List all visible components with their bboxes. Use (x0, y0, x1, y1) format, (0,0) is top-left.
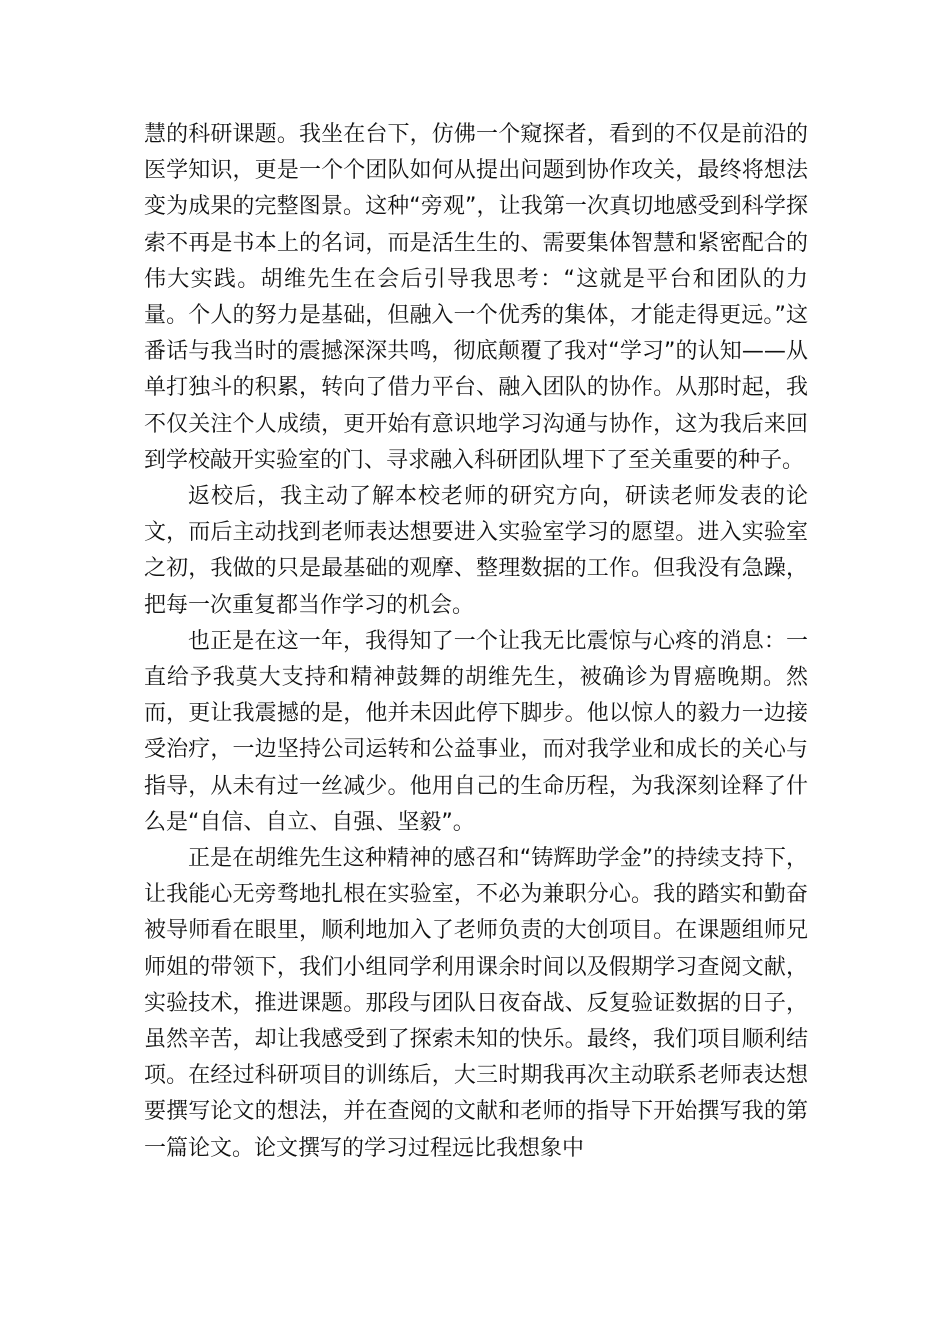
document-page (144, 117, 808, 1167)
paragraph-return-to-school: 返校后，我主动了解本校老师的研究方向，研读老师发表的论文，而后主动找到老师表达想要进入实验室学习的愿望。进入实验室之初，我做的只是最基础的观摩、整理数据的工作。但我没有急躁，把每一次重复都当作学习的机会。 (144, 484, 808, 618)
paragraph-news-of-illness: 也正是在这一年，我得知了一个让我无比震惊与心疼的消息：一直给予我莫大支持和精神鼓舞的胡维先生，被确诊为胃癌晚期。然而，更让我震撼的是，他并未因此停下脚步。他以惊人的毅力一边接受治疗，一边坚持公司运转和公益事业，而对我学业和成长的关心与指导，从未有过一丝减少。他用自己的生命历程，为我深刻诠释了什么是“自信、自立、自强、坚毅”。 (144, 628, 808, 835)
paragraph-research-project: 正是在胡维先生这种精神的感召和“铸辉助学金”的持续支持下，让我能心无旁骛地扎根在实验室，不必为兼职分心。我的踏实和勤奋被导师看在眼里，顺利地加入了老师负责的大创项目。在课题组师兄师姐的带领下，我们小组同学利用课余时间以及假期学习查阅文献，实验技术，推进课题。那段与团队日夜奋战、反复验证数据的日子，虽然辛苦，却让我感受到了探索未知的快乐。最终，我们项目顺利结项。在经过科研项目的训练后，大三时期我再次主动联系老师表达想要撰写论文的想法，并在查阅的文献和老师的指导下开始撰写我的第一篇论文。论文撰写的学习过程远比我想象中 (144, 846, 808, 1161)
paragraph-continuation: 慧的科研课题。我坐在台下，仿佛一个窥探者，看到的不仅是前沿的医学知识，更是一个个团队如何从提出问题到协作攻关，最终将想法变为成果的完整图景。这种“旁观”，让我第一次真切地感受到科学探索不再是书本上的名词，而是活生生的、需要集体智慧和紧密配合的伟大实践。胡维先生在会后引导我思考：“这就是平台和团队的力量。个人的努力是基础，但融入一个优秀的集体，才能走得更远。”这番话与我当时的震撼深深共鸣，彻底颠覆了我对“学习”的认知——从单打独斗的积累，转向了借力平台、融入团队的协作。从那时起，我不仅关注个人成绩，更开始有意识地学习沟通与协作，这为我后来回到学校敲开实验室的门、寻求融入科研团队埋下了至关重要的种子。 (144, 122, 808, 473)
